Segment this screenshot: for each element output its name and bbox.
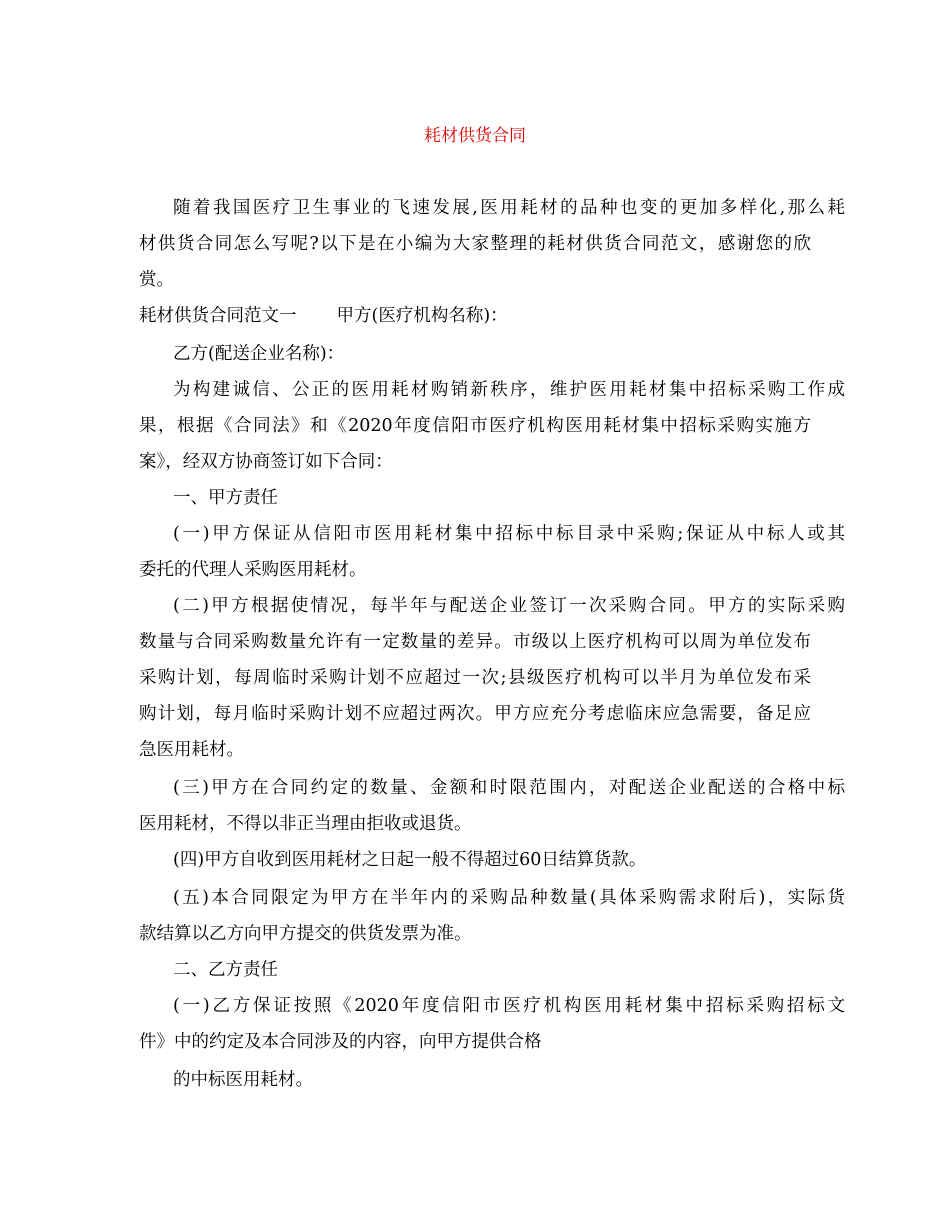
- clause-a2-line-3: 采购计划，每周临时采购计划不应超过一次;县级医疗机构可以半月为单位发布采: [139, 668, 811, 688]
- preamble-line-1: 为构建诚信、公正的医用耗材购销新秩序，维护医用耗材集中招标采购工作成: [173, 380, 845, 400]
- clause-b1-line-1: (一)乙方保证按照《2020年度信阳市医疗机构医用耗材集中招标采购招标文: [173, 996, 845, 1016]
- clause-a3-line-1: (三)甲方在合同约定的数量、金额和时限范围内，对配送企业配送的合格中标: [173, 778, 845, 798]
- clause-a4-line-1: (四)甲方自收到医用耗材之日起一般不得超过60日结算货款。: [173, 850, 647, 870]
- clause-a2-line-5: 急医用耗材。: [139, 740, 244, 760]
- clause-a2-line-2: 数量与合同采购数量允许有一定数量的差异。市级以上医疗机构可以周为单位发布: [139, 632, 811, 652]
- intro-line-2: 材供货合同怎么写呢?以下是在小编为大家整理的耗材供货合同范文，感谢您的欣: [139, 234, 811, 254]
- clause-b1-line-2: 件》中的约定及本合同涉及的内容，向甲方提供合格: [139, 1032, 542, 1052]
- clause-a2-line-1: (二)甲方根据使情况，每半年与配送企业签订一次采购合同。甲方的实际采购: [173, 596, 845, 616]
- clause-a1-line-1: (一)甲方保证从信阳市医用耗材集中招标中标目录中采购;保证从中标人或其: [173, 524, 845, 544]
- party-b-label: 乙方(配送企业名称)：: [173, 344, 345, 364]
- clause-a5-line-1: (五)本合同限定为甲方在半年内的采购品种数量(具体采购需求附后)，实际货: [173, 888, 845, 908]
- sample-heading-row: [139, 302, 508, 330]
- preamble-line-2: 果，根据《合同法》和《2020年度信阳市医疗机构医用耗材集中招标采购实施方: [139, 416, 811, 436]
- section-heading-party-b: 二、乙方责任: [173, 960, 278, 980]
- clause-b1-line-3: 的中标医用耗材。: [173, 1070, 313, 1090]
- document-title: 耗材供货合同: [424, 126, 526, 146]
- party-a-label: 甲方(医疗机构名称)：: [336, 306, 508, 326]
- intro-line-3: 赏。: [139, 270, 174, 290]
- clause-a3-line-2: 医用耗材，不得以非正当理由拒收或退货。: [139, 814, 472, 834]
- intro-line-1: 随着我国医疗卫生事业的飞速发展,医用耗材的品种也变的更加多样化,那么耗: [173, 198, 845, 218]
- preamble-line-3: 案》，经双方协商签订如下合同：: [139, 452, 393, 472]
- clause-a1-line-2: 委托的代理人采购医用耗材。: [139, 560, 367, 580]
- section-heading-party-a: 一、甲方责任: [173, 488, 278, 508]
- clause-a2-line-4: 购计划，每月临时采购计划不应超过两次。甲方应充分考虑临床应急需要，备足应: [139, 704, 811, 724]
- clause-a5-line-2: 款结算以乙方向甲方提交的供货发票为准。: [139, 924, 472, 944]
- sample-heading: 耗材供货合同范文一: [139, 306, 297, 326]
